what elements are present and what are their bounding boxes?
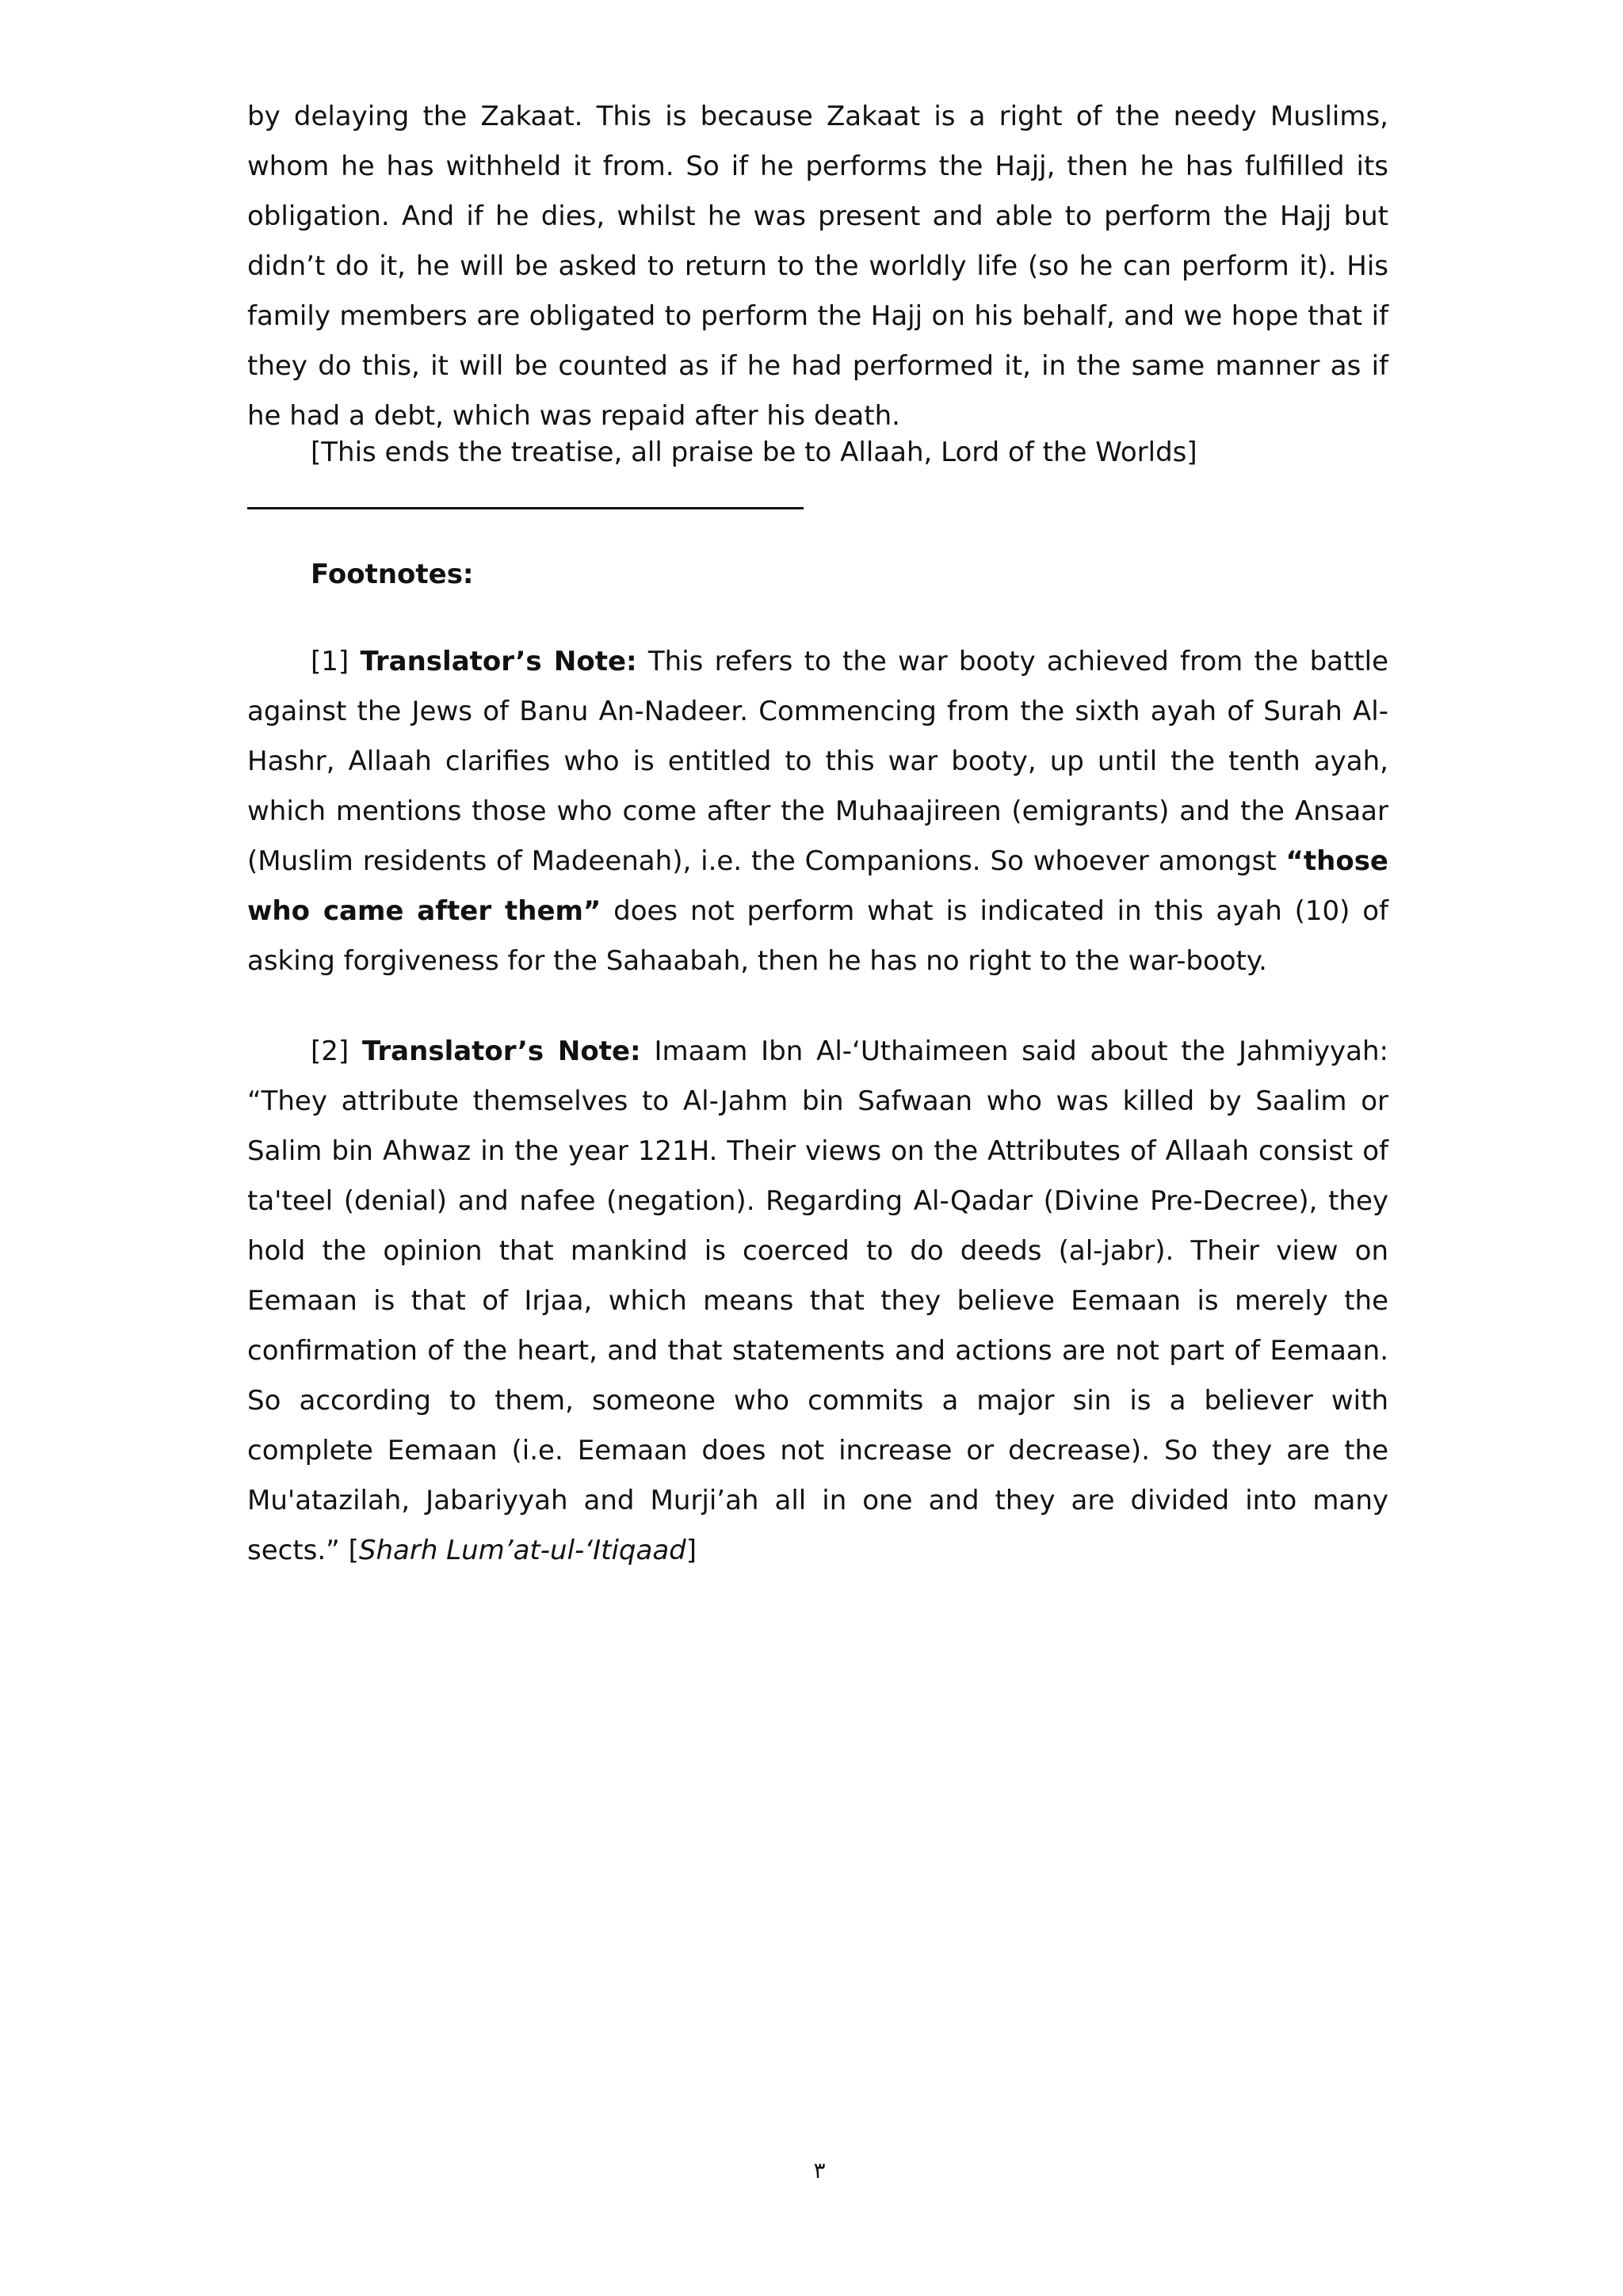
footnote-1-label: Translator’s Note: [360, 646, 637, 677]
footnote-1-quote: “those who came after them” [247, 845, 1388, 927]
footnote-separator [247, 507, 804, 509]
footnotes-heading: Footnotes: [311, 559, 474, 590]
footnote-2-text-a: Imaam Ibn Al-‘Uthaimeen said about the Jahmiyyah: “They attribute themselves to Al-Jahm bin Safwaan who was killed by Saalim or Salim bin Ahwaz in the year 121H. Their views on the Attributes of Allaah consist of ta'teel (denial) and nafee (negation). Regarding Al-Qadar (Divine Pre-Decree), they hold the opinion that mankind is coerced to do deeds (al-jabr). Their view on Eemaan is that of Irjaa, which means that they believe Eemaan is merely the confirmation of the heart, and that statements and actions are not part of Eemaan. So according to them, someone who commits a major sin is a believer with complete Eemaan (i.e. Eemaan does not increase or decrease). So they are the Mu'atazilah, Jabariyyah and Murji’ah all in one and they are divided into many sects.” [ [247, 1035, 1389, 1566]
page-number: ٣ [813, 2157, 826, 2183]
closing-line: [This ends the treatise, all praise be to Allaah, Lord of the Worlds] [311, 437, 1197, 468]
body-paragraph: by delaying the Zakaat. This is because Zakaat is a right of the needy Muslims, whom he has withheld it from. So if he performs the Hajj, then he has fulfilled its obligation. And if he dies, whilst he was present and able to perform the Hajj but didn’t do it, he will be asked to return to the worldly life (so he can perform it). His family members are obligated to perform the Hajj on his behalf, and we hope that if they do this, it will be counted as if he had performed it, in the same manner as if he had a debt, which was repaid after his death. [247, 101, 1388, 432]
footnote-2-source: Sharh Lum’at-ul-‘Itiqaad [358, 1535, 686, 1566]
footnote-1-text-a: This refers to the war booty achieved from the battle against the Jews of Banu An-Nadeer. Commencing from the sixth ayah of Surah Al-Hashr, Allaah clarifies who is entitled to this war booty, up until the tenth ayah, which mentions those who come after the Muhaajireen (emigrants) and the Ansaar (Muslim residents of Madeenah), i.e. the Companions. So whoever amongst [247, 646, 1389, 877]
footnote-1-marker: [1] [311, 646, 349, 677]
footnote-1 [247, 637, 1388, 986]
footnote-2-label: Translator’s Note: [361, 1035, 641, 1067]
footnote-1-text-b: does not perform what is indicated in this ayah (10) of asking forgiveness for the Sahaabah, then he has no right to the war-booty. [247, 895, 1388, 977]
footnote-2-text-b: ] [685, 1535, 697, 1566]
footnote-2 [247, 1027, 1388, 1576]
footnote-2-marker: [2] [311, 1035, 349, 1067]
